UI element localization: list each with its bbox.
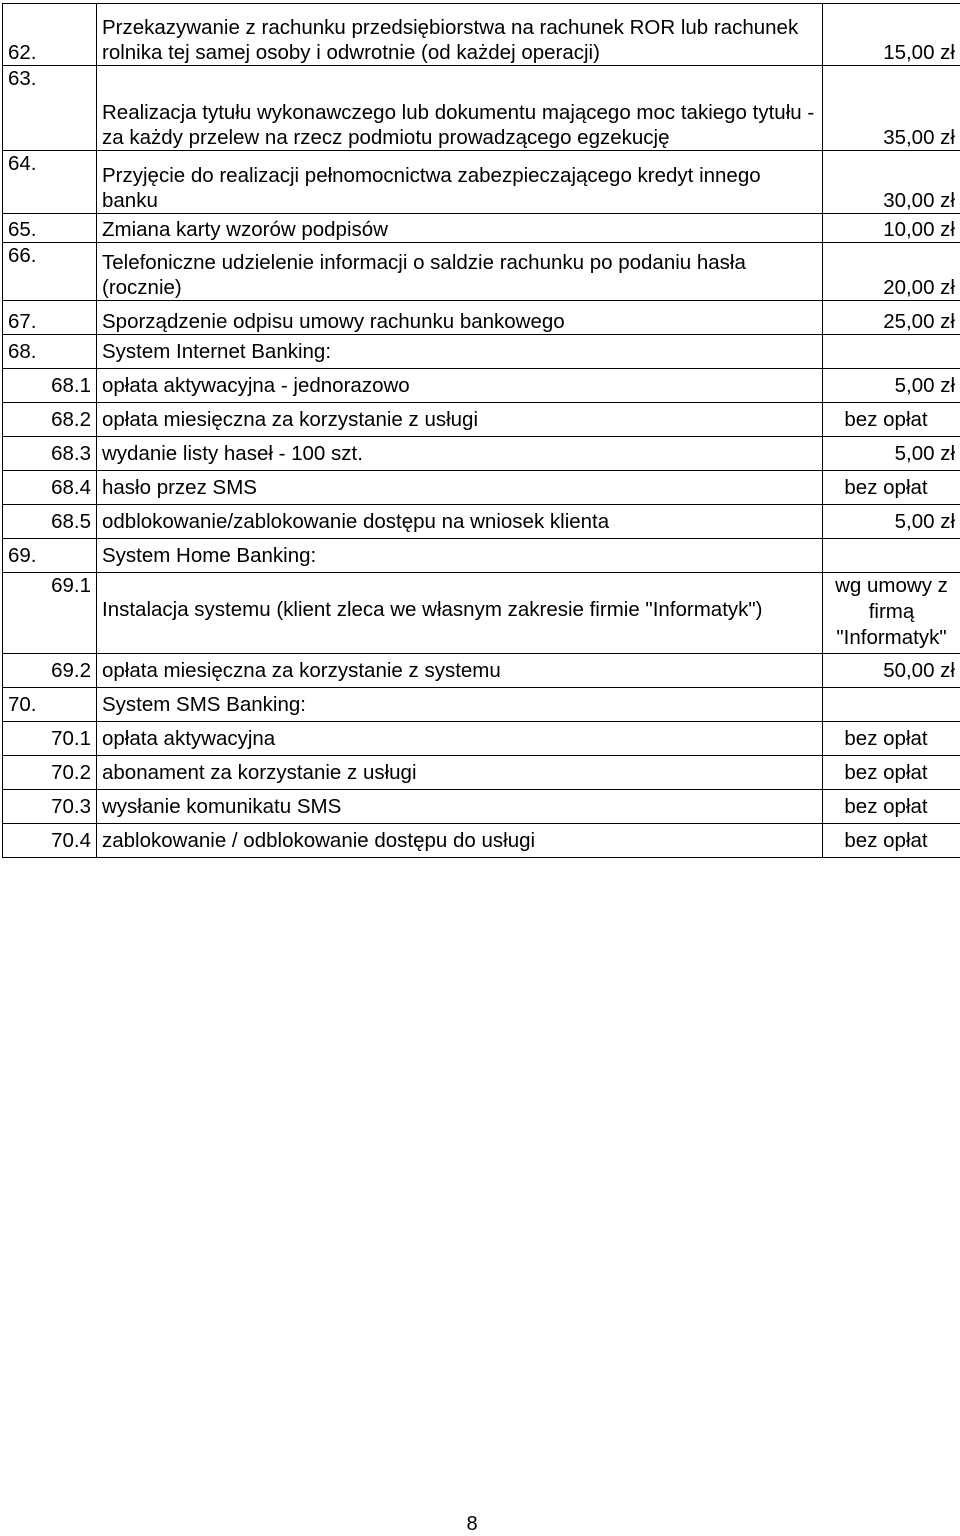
- row-description: abonament za korzystanie z usługi: [97, 756, 823, 790]
- table-row: [3, 66, 960, 151]
- fee-table: [2, 3, 960, 858]
- row-description: odblokowanie/zablokowanie dostępu na wniosek klienta: [97, 505, 823, 539]
- row-fee: 5,00 zł: [823, 437, 960, 471]
- table-row: [3, 756, 960, 790]
- row-description: opłata miesięczna za korzystanie z usługi: [97, 403, 823, 437]
- row-number: 68.5: [3, 505, 97, 539]
- table-row: [3, 654, 960, 688]
- row-fee: 5,00 zł: [823, 505, 960, 539]
- table-row: [3, 214, 960, 243]
- row-number: 70.3: [3, 790, 97, 824]
- row-number: 67.: [3, 301, 97, 335]
- row-number: 68.3: [3, 437, 97, 471]
- row-number: 69.2: [3, 654, 97, 688]
- row-number: 63.: [3, 66, 97, 151]
- row-description: opłata aktywacyjna: [97, 722, 823, 756]
- row-fee: [823, 688, 960, 722]
- row-description: wydanie listy haseł - 100 szt.: [97, 437, 823, 471]
- row-description: System SMS Banking:: [97, 688, 823, 722]
- table-row: [3, 335, 960, 369]
- row-description: Instalacja systemu (klient zleca we własnym zakresie firmie "Informatyk"): [97, 573, 823, 654]
- row-fee: 30,00 zł: [823, 151, 960, 214]
- row-fee: bez opłat: [823, 722, 960, 756]
- row-fee: 35,00 zł: [823, 66, 960, 151]
- table-row: [3, 437, 960, 471]
- row-fee: bez opłat: [823, 756, 960, 790]
- row-fee: 25,00 zł: [823, 301, 960, 335]
- row-fee: bez opłat: [823, 471, 960, 505]
- row-description: zablokowanie / odblokowanie dostępu do usługi: [97, 824, 823, 858]
- table-row: [3, 243, 960, 301]
- row-number: 66.: [3, 243, 97, 301]
- row-fee: 20,00 zł: [823, 243, 960, 301]
- row-description: Telefoniczne udzielenie informacji o saldzie rachunku po podaniu hasła (rocznie): [97, 243, 823, 301]
- row-number: 69.: [3, 539, 97, 573]
- row-fee: bez opłat: [823, 403, 960, 437]
- row-description: hasło przez SMS: [97, 471, 823, 505]
- table-row: [3, 301, 960, 335]
- table-row: [3, 151, 960, 214]
- table-row: [3, 505, 960, 539]
- row-number: 70.2: [3, 756, 97, 790]
- row-number: 68.1: [3, 369, 97, 403]
- row-number: 70.4: [3, 824, 97, 858]
- row-number: 65.: [3, 214, 97, 243]
- page-number: 8: [0, 1513, 944, 1536]
- row-description: Zmiana karty wzorów podpisów: [97, 214, 823, 243]
- row-fee: 50,00 zł: [823, 654, 960, 688]
- row-fee: 10,00 zł: [823, 214, 960, 243]
- table-row: [3, 4, 960, 66]
- row-number: 69.1: [3, 573, 97, 654]
- row-description: opłata miesięczna za korzystanie z systemu: [97, 654, 823, 688]
- row-fee: 5,00 zł: [823, 369, 960, 403]
- row-description: Przekazywanie z rachunku przedsiębiorstwa na rachunek ROR lub rachunek rolnika tej samej osoby i odwrotnie (od każdej operacji): [97, 4, 823, 66]
- table-row: [3, 403, 960, 437]
- row-fee: bez opłat: [823, 824, 960, 858]
- row-number: 68.4: [3, 471, 97, 505]
- table-row: [3, 824, 960, 858]
- table-row: [3, 539, 960, 573]
- row-fee: wg umowy z firmą "Informatyk": [823, 573, 960, 654]
- row-description: wysłanie komunikatu SMS: [97, 790, 823, 824]
- row-description: Realizacja tytułu wykonawczego lub dokumentu mającego moc takiego tytułu - za każdy przelew na rzecz podmiotu prowadzącego egzekucję: [97, 66, 823, 151]
- row-number: 64.: [3, 151, 97, 214]
- row-fee: bez opłat: [823, 790, 960, 824]
- table-row: [3, 790, 960, 824]
- row-description: Przyjęcie do realizacji pełnomocnictwa zabezpieczającego kredyt innego banku: [97, 151, 823, 214]
- row-fee: [823, 335, 960, 369]
- row-number: 70.1: [3, 722, 97, 756]
- row-description: System Internet Banking:: [97, 335, 823, 369]
- row-number: 70.: [3, 688, 97, 722]
- row-number: 68.2: [3, 403, 97, 437]
- row-description: Sporządzenie odpisu umowy rachunku bankowego: [97, 301, 823, 335]
- table-row: [3, 688, 960, 722]
- row-number: 68.: [3, 335, 97, 369]
- table-row: [3, 471, 960, 505]
- table-row: [3, 573, 960, 654]
- table-row: [3, 369, 960, 403]
- row-number: 62.: [3, 4, 97, 66]
- row-description: opłata aktywacyjna - jednorazowo: [97, 369, 823, 403]
- row-description: System Home Banking:: [97, 539, 823, 573]
- row-fee: [823, 539, 960, 573]
- table-row: [3, 722, 960, 756]
- row-fee: 15,00 zł: [823, 4, 960, 66]
